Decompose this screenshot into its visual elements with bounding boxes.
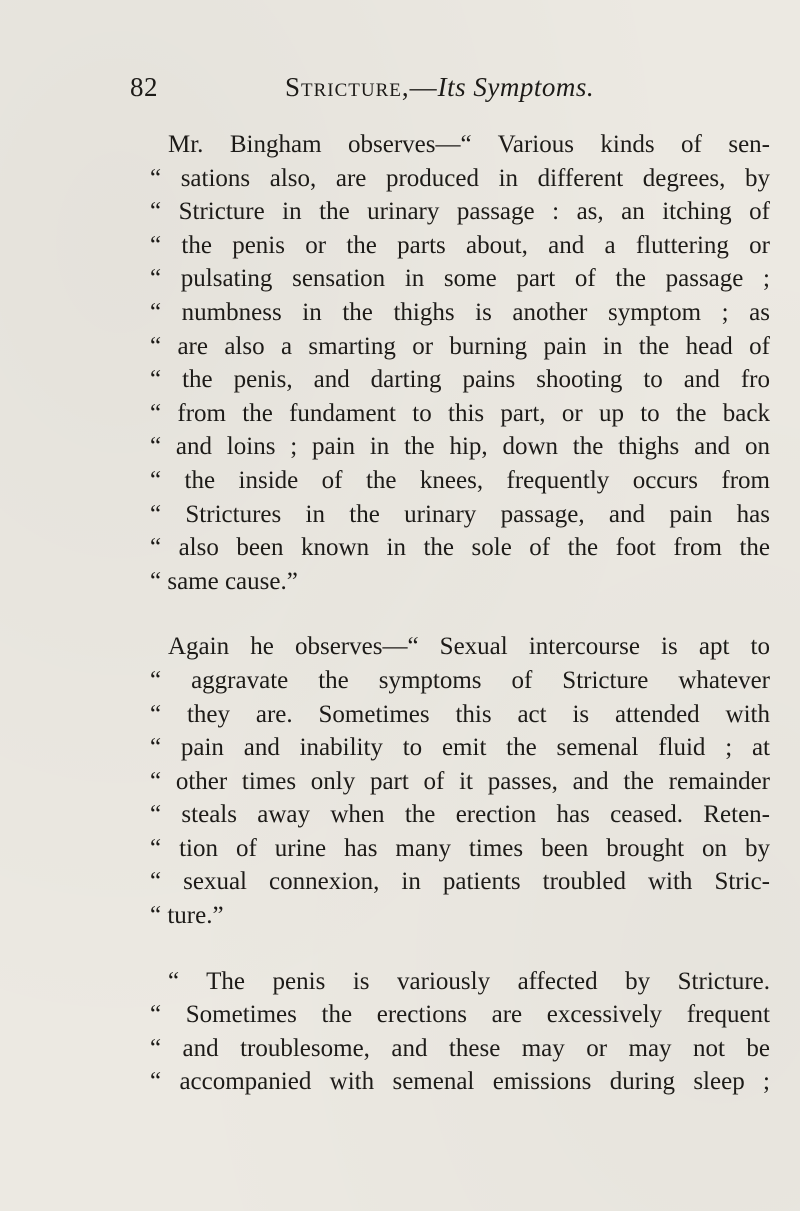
text-line: “ Strictures in the urinary passage, and pain has [150,500,770,528]
running-title [285,72,594,103]
text-line: “ sations also, are produced in different degrees, by [150,164,770,192]
paragraph-gap [150,933,770,965]
text-line: “ and loins ; pain in the hip, down the thighs and on [150,433,770,461]
text-line: “ the penis or the parts about, and a fluttering or [150,231,770,259]
paragraph-gap [150,598,770,630]
text-line: “ aggravate the symptoms of Stricture whatever [150,666,770,694]
running-title-caps: Stricture,— [285,72,438,102]
text-line: “ Stricture in the urinary passage : as, an itching of [150,198,770,226]
body-text [150,128,770,1099]
running-head [130,72,780,112]
text-line: “ Sometimes the erections are excessively frequent [150,1001,770,1029]
paragraph-3 [150,965,770,1099]
text-line: “ sexual connexion, in patients troubled with Stric- [150,868,770,896]
running-title-italic: Its Symptoms. [437,72,595,102]
text-line: “ pulsating sensation in some part of the passage ; [150,265,770,293]
text-line: “ tion of urine has many times been brought on by [150,834,770,862]
text-line: “ they are. Sometimes this act is attended with [150,700,770,728]
text-line: “ The penis is variously affected by Stricture. [168,967,770,995]
text-line: “ other times only part of it passes, and the remainder [150,767,770,795]
text-line: “ steals away when the erection has ceased. Reten- [150,801,770,829]
text-line: “ the inside of the knees, frequently occurs from [150,466,770,494]
paragraph-2 [150,630,770,932]
paragraph-1 [150,128,770,598]
text-line: “ from the fundament to this part, or up to the back [150,399,770,427]
text-line: “ same cause.” [150,567,298,595]
text-line: “ are also a smarting or burning pain in the head of [150,332,770,360]
text-line: Again he observes—“ Sexual intercourse is apt to [168,633,770,661]
text-line: “ pain and inability to emit the semenal fluid ; at [150,734,770,762]
text-line: “ ture.” [150,902,224,930]
text-line: “ and troublesome, and these may or may not be [150,1034,770,1062]
text-line: Mr. Bingham observes—“ Various kinds of sen- [168,131,770,158]
text-line: “ numbness in the thighs is another symptom ; as [150,298,770,326]
text-line: “ also been known in the sole of the foot from the [150,534,770,562]
text-line: “ accompanied with semenal emissions during sleep ; [150,1068,770,1096]
text-line: “ the penis, and darting pains shooting to and fro [150,366,770,394]
page-number: 82 [130,72,158,102]
